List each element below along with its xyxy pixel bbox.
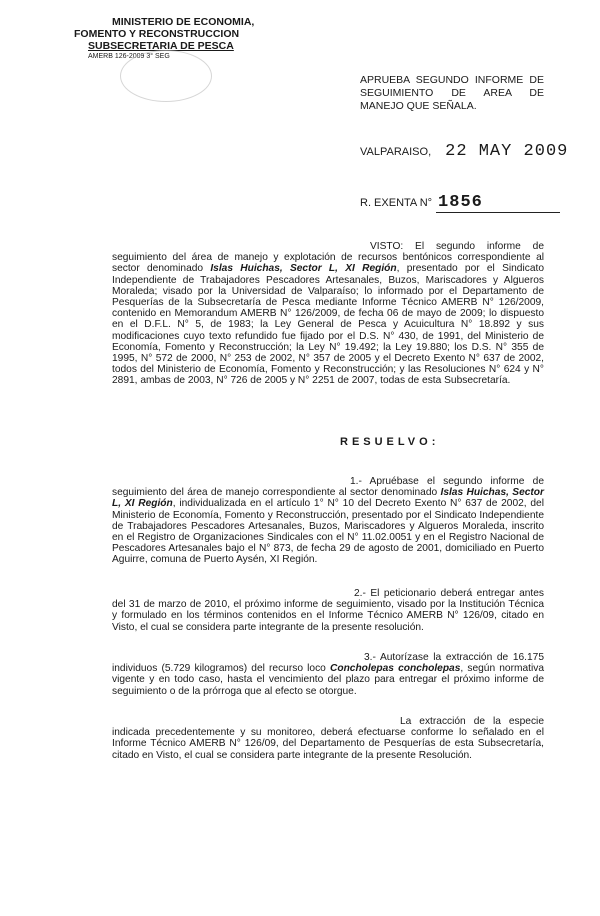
sector-name-2: Islas Huichas, Sector L, XI Región <box>112 487 544 510</box>
extraction-paragraph: La extracción de la especie indicada precedentemente y su monitoreo, deberá efectuarse conforme lo señalado en el Informe Técnico AMERB N° 126/09, del Departamento de Pesquerías de esta Subsecretaría, citado en Visto, el cual se considera parte integrante de la presente Resolución. <box>112 716 544 761</box>
resuelvo-heading: RESUELVO: <box>340 436 440 448</box>
date-stamp: 22 MAY 2009 <box>445 142 569 161</box>
faded-seal-stamp <box>120 50 212 102</box>
species-name: Concholepas concholepas <box>329 663 461 675</box>
sector-name: Islas Huichas, Sector L, XI Región <box>210 263 397 275</box>
exenta-label: R. EXENTA N° <box>360 197 433 209</box>
subsecretaria-line: SUBSECRETARIA DE PESCA <box>88 40 234 52</box>
article-1: 1.- Apruébase el segundo informe de seguimiento del área de manejo correspondiente al sector denominado Islas Huichas, Sector L, XI Región, individualizada en el artículo 1° N° 10 del Decreto Exento N° 637 de 2002, del Ministerio de Economía, Fomento y Reconstrucción, presentado por el Sindicato Independiente de Trabajadores Pescadores Artesanales, Buzos, Mariscadores y Algueros Moraleda, inscrito en el Registro de Organizaciones Sindicales con el N° 11.02.0051 y en el Registro Nacional de Pescadores Artesanales bajo el N° 873, de fecha 29 de agosto de 2001, domiciliado en Puerto Aguirre, comuna de Puerto Aysén, XI Región. <box>112 476 544 566</box>
subject-line-2: SEGUIMIENTO DE AREA DE <box>360 87 544 99</box>
subject-line-1: APRUEBA SEGUNDO INFORME DE <box>360 74 544 86</box>
city-label: VALPARAISO, <box>360 146 432 158</box>
exenta-number: 1856 <box>438 193 483 212</box>
subject-line-3: MANEJO QUE SEÑALA. <box>360 100 477 112</box>
reference-code: AMERB 126-2009 3° SEG <box>88 53 170 60</box>
article-3: 3.- Autorízase la extracción de 16.175 individuos (5.729 kilogramos) del recurso loco Concholepas concholepas, según normativa vigente y en todo caso, hasta el vencimiento del plazo para entregar el próximo informe de seguimiento o de la prórroga que al efecto se otorgue. <box>112 652 544 697</box>
ministry-line: MINISTERIO DE ECONOMIA, <box>112 16 255 28</box>
date-line <box>360 142 568 161</box>
number-underline <box>436 212 560 213</box>
article-2: 2.- El peticionario deberá entregar antes del 31 de marzo de 2010, el próximo informe de seguimiento, visado por la Institución Técnica y formulado en los términos contenidos en el Informe Técnico AMERB N° 126/09, citado en Visto, el cual se considera parte integrante de la presente resolución. <box>112 588 544 633</box>
resolution-subject <box>360 74 544 113</box>
visto-paragraph: VISTO: El segundo informe de seguimiento del área de manejo y explotación de recursos bentónicos correspondiente al sector denominado Islas Huichas, Sector L, XI Región, presentado por el Sindicato Independiente de Trabajadores Pescadores Artesanales, Buzos, Mariscadores y Algueros Moraleda; visado por la Universidad de Valparaíso; lo informado por el Departamento de Pesquerías de la Subsecretaría de Pesca mediante Informe Técnico AMERB N° 126/2009, contenido en Memorandum AMERB N° 126/2009, de fecha 06 de mayo de 2009; lo dispuesto en el D.F.L. N° 5, de 1983; la Ley General de Pesca y Acuicultura N° 18.892 y sus modificaciones cuyo texto refundido fue fijado por el D.S. N° 430, de 1991, del Ministerio de Economía, Fomento y Reconstrucción; la Ley N° 19.492; la Ley 19.880; los D.S. N° 355 de 1995, N° 572 de 2000, N° 253 de 2002, N° 357 de 2005 y el Decreto Exento N° 637 de 2002, todos del Ministerio de Economía, Fomento y Reconstrucción; y las Resoluciones N° 624 y N° 2891, ambas de 2003, N° 726 de 2005 y N° 2251 de 2007, todas de esta Subsecretaría. <box>112 241 544 387</box>
ministry-line-2: FOMENTO Y RECONSTRUCCION <box>74 28 240 40</box>
resolution-number <box>360 193 483 212</box>
